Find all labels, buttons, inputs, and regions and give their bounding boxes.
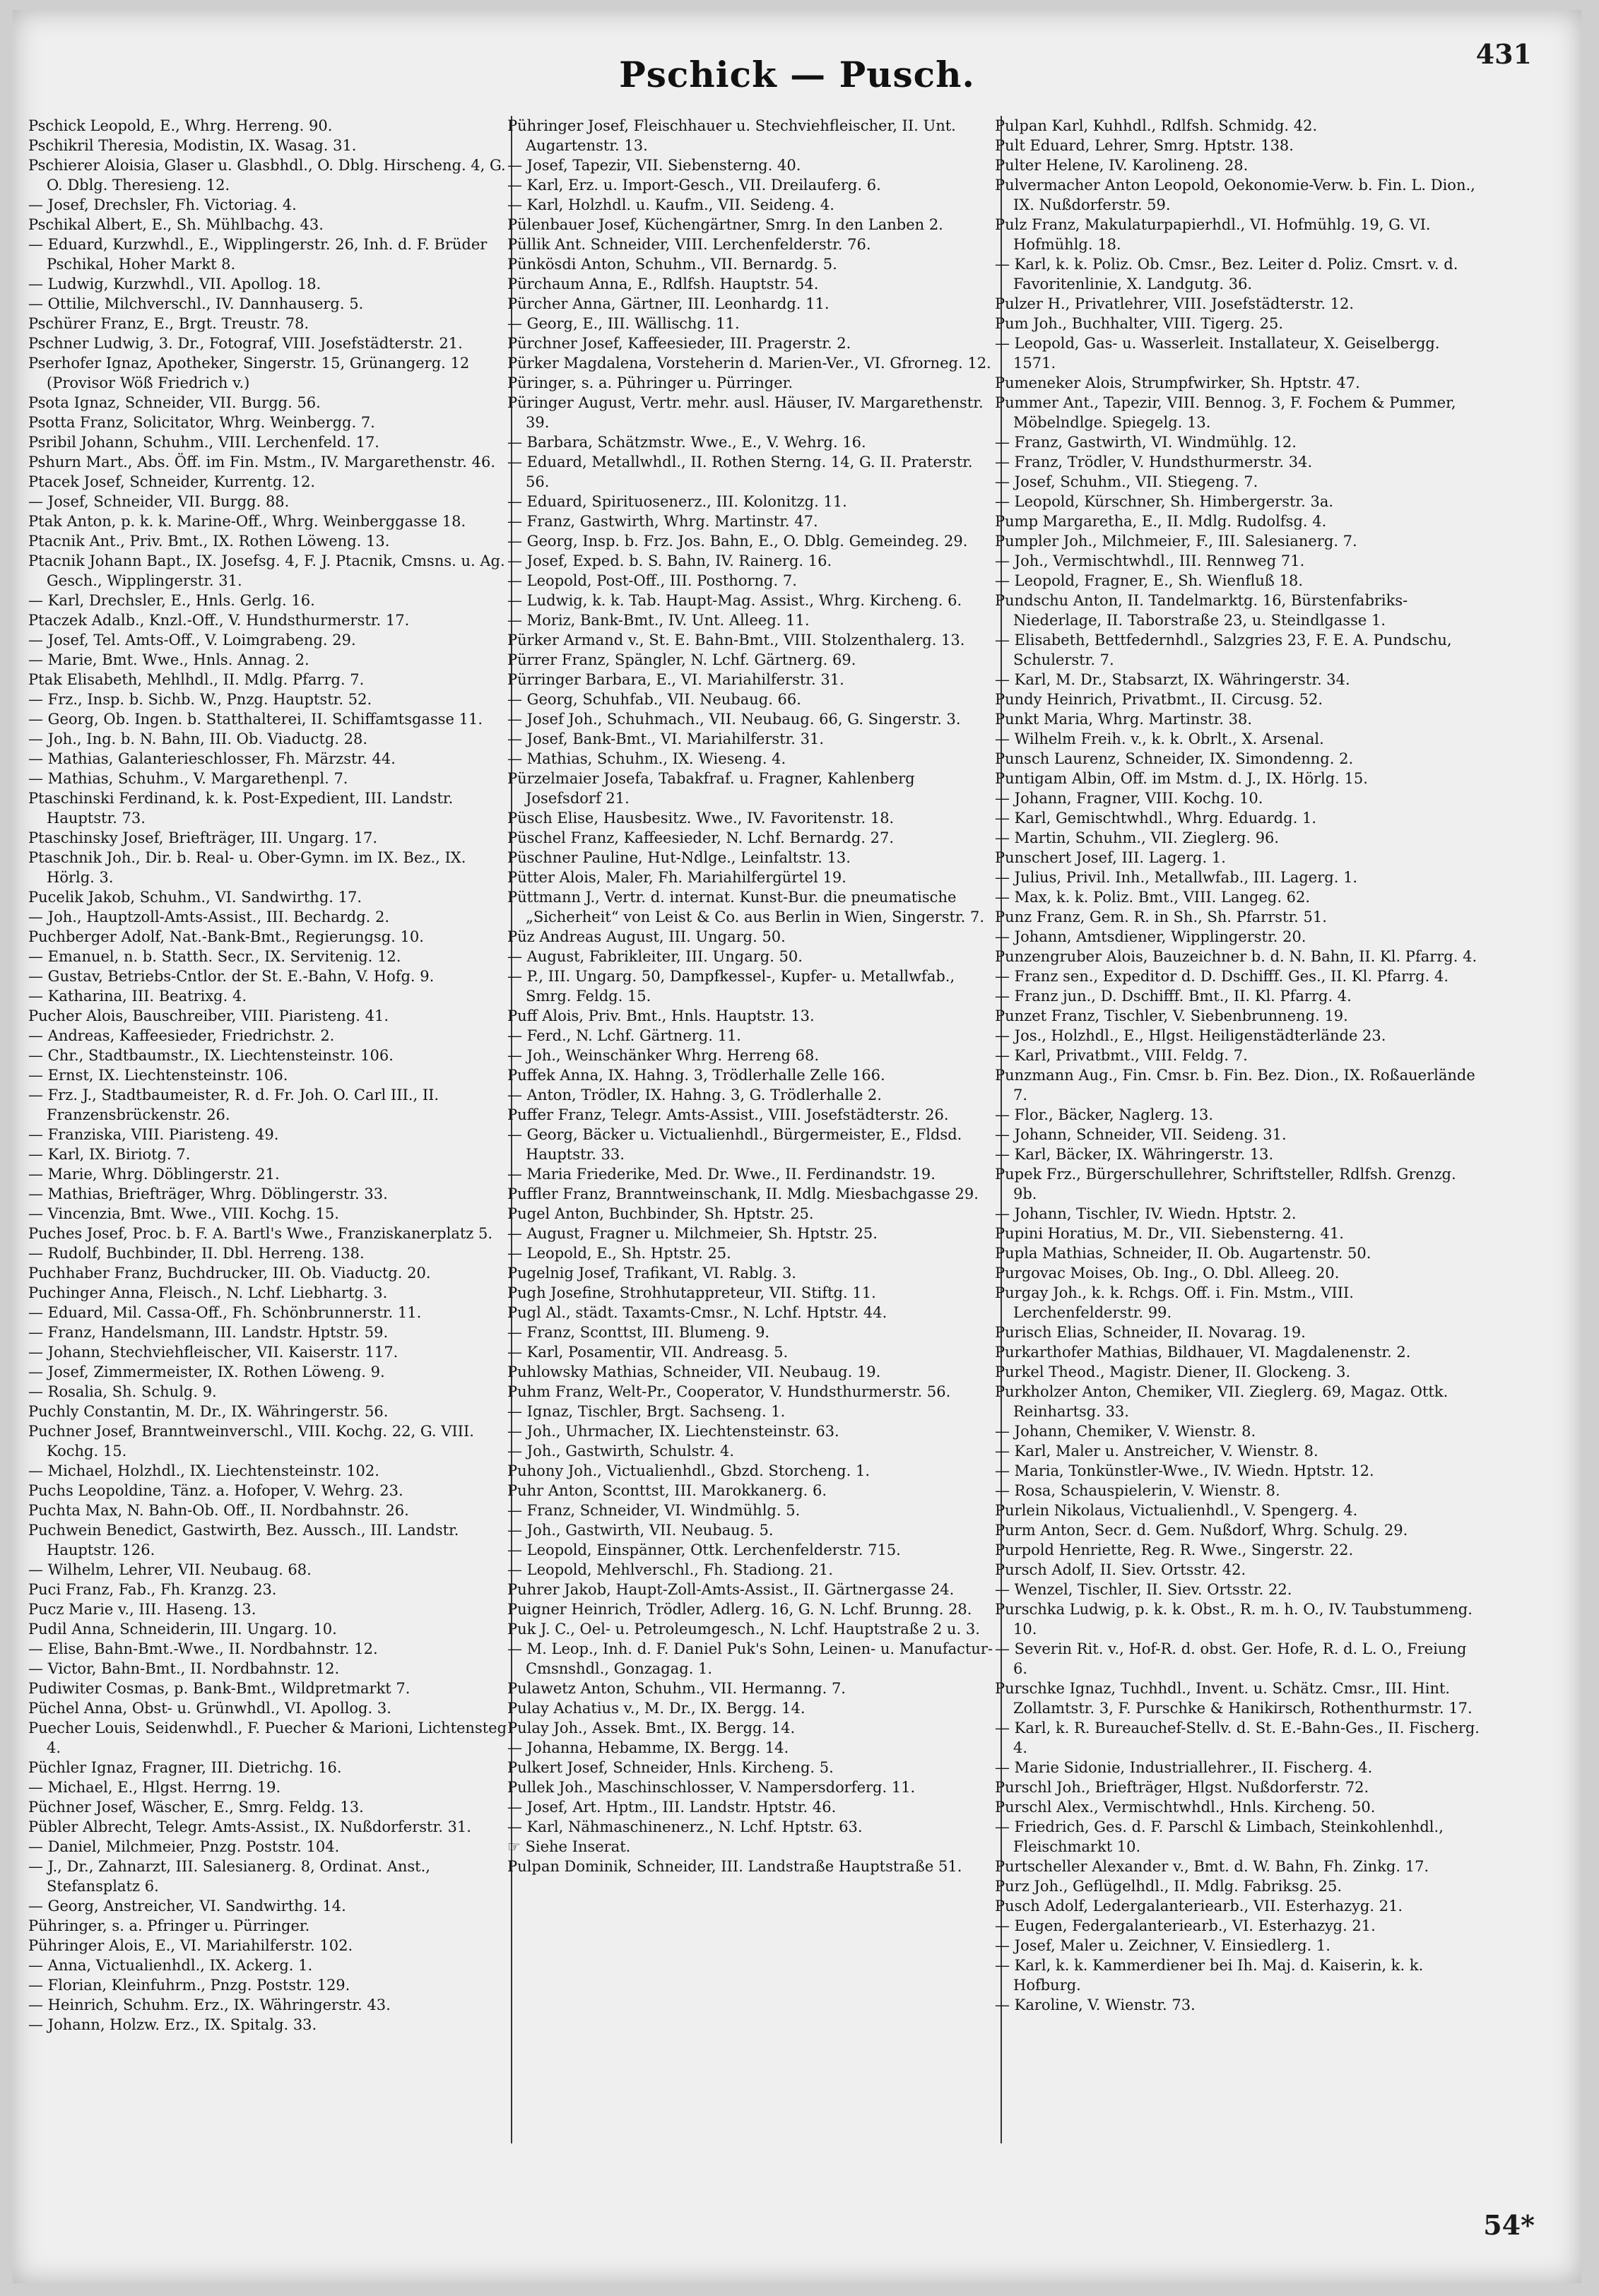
directory-entry: — Josef, Bank-Bmt., VI. Mariahilferstr. 31. <box>507 730 825 747</box>
directory-entry: — Wilhelm Freih. v., k. k. Obrlt., X. Arsenal. <box>995 730 1324 747</box>
directory-entry: Ptaschinsky Josef, Briefträger, III. Ungarg. 17. <box>28 829 378 846</box>
directory-entry: — Florian, Kleinfuhrm., Pnzg. Poststr. 129. <box>28 1977 350 1994</box>
directory-entry: Pschikal Albert, E., Sh. Mühlbachg. 43. <box>28 216 324 233</box>
directory-entry: Pulkert Josef, Schneider, Hnls. Kircheng. 5. <box>507 1759 834 1776</box>
directory-entry: Pucelik Jakob, Schuhm., VI. Sandwirthg. 17. <box>28 889 362 906</box>
directory-entry: Puchly Constantin, M. Dr., IX. Währingerstr. 56. <box>28 1403 389 1420</box>
directory-entry: Pürcher Anna, Gärtner, III. Leonhardg. 11. <box>507 295 830 312</box>
directory-entry: — Franz, Trödler, V. Hundsthurmerstr. 34. <box>995 454 1313 471</box>
directory-entry: — Georg, Insp. b. Frz. Jos. Bahn, E., O. Dblg. Gemeindeg. 29. <box>507 533 968 550</box>
directory-entry: Pürchaum Anna, E., Rdlfsh. Hauptstr. 54. <box>507 276 819 292</box>
directory-entry: Ptacnik Johann Bapt., IX. Josefsg. 4, F. J. Ptacnik, Cmsns. u. Ag. Gesch., Wipplingerstr. 31. <box>28 552 505 589</box>
directory-entry: Puffer Franz, Telegr. Amts-Assist., VIII. Josefstädterstr. 26. <box>507 1106 949 1123</box>
directory-entry: — Flor., Bäcker, Naglerg. 13. <box>995 1106 1214 1123</box>
directory-entry: — Karl, k. k. Poliz. Ob. Cmsr., Bez. Leiter d. Poliz. Cmsrt. v. d. Favoritenlinie, X. Landgutg. 36. <box>995 256 1458 292</box>
directory-entry: — Josef, Schuhm., VII. Stiegeng. 7. <box>995 473 1258 490</box>
directory-entry: — Johann, Stechviehfleischer, VII. Kaiserstr. 117. <box>28 1344 399 1361</box>
directory-entry: Pullek Joh., Maschinschlosser, V. Nampersdorferg. 11. <box>507 1779 916 1796</box>
directory-entry: Purschka Ludwig, p. k. k. Obst., R. m. h. O., IV. Taubstummeng. 10. <box>995 1601 1473 1638</box>
directory-entry: — Anna, Victualienhdl., IX. Ackerg. 1. <box>28 1957 313 1974</box>
directory-entry: — Chr., Stadtbaumstr., IX. Liechtensteinstr. 106. <box>28 1047 394 1064</box>
directory-entry: Punzet Franz, Tischler, V. Siebenbrunneng. 19. <box>995 1007 1348 1024</box>
directory-entry: Pursch Adolf, II. Siev. Ortsstr. 42. <box>995 1561 1246 1578</box>
directory-entry: Pumpler Joh., Milchmeier, F., III. Salesianerg. 7. <box>995 533 1357 550</box>
directory-entry: — Wenzel, Tischler, II. Siev. Ortsstr. 22. <box>995 1581 1292 1598</box>
directory-entry: Psota Ignaz, Schneider, VII. Burgg. 56. <box>28 394 321 411</box>
directory-entry: Pschner Ludwig, 3. Dr., Fotograf, VIII. Josefstädterstr. 21. <box>28 335 463 352</box>
directory-entry: — Georg, Bäcker u. Victualienhdl., Bürgermeister, E., Fldsd. Hauptstr. 33. <box>507 1126 962 1163</box>
directory-entry: — Karl, Bäcker, IX. Währingerstr. 13. <box>995 1146 1274 1163</box>
directory-entry: Pürringer Barbara, E., VI. Mariahilferstr. 31. <box>507 671 844 688</box>
directory-entry: Puci Franz, Fab., Fh. Kranzg. 23. <box>28 1581 277 1598</box>
directory-entry: — Gustav, Betriebs-Cntlor. der St. E.-Bahn, V. Hofg. 9. <box>28 968 435 985</box>
directory-entry: Pulz Franz, Makulaturpapierhdl., VI. Hofmühlg. 19, G. VI. Hofmühlg. 18. <box>995 216 1431 253</box>
directory-entry: Pum Joh., Buchhalter, VIII. Tigerg. 25. <box>995 315 1284 332</box>
directory-entry: — Georg, Schuhfab., VII. Neubaug. 66. <box>507 691 801 708</box>
directory-entry: — Mathias, Schuhm., IX. Wieseng. 4. <box>507 750 786 767</box>
directory-entry: — Eduard, Spirituosenerz., III. Kolonitzg. 11. <box>507 493 847 510</box>
directory-entry: — Karl, Nähmaschinenerz., N. Lchf. Hptstr. 63. <box>507 1818 863 1835</box>
directory-entry: — Eduard, Kurzwhdl., E., Wipplingerstr. 26, Inh. d. F. Brüder Pschikal, Hoher Markt 8. <box>28 236 488 273</box>
directory-entry: Püringer, s. a. Pühringer u. Pürringer. <box>507 374 793 391</box>
directory-entry: — Johann, Amtsdiener, Wipplingerstr. 20. <box>995 928 1306 945</box>
directory-entry: — Josef, Tel. Amts-Off., V. Loimgrabeng. 29. <box>28 632 356 649</box>
column-2 <box>507 116 995 2165</box>
directory-entry: — Karl, Posamentir, VII. Andreasg. 5. <box>507 1344 789 1361</box>
directory-entry: Puntigam Albin, Off. im Mstm. d. J., IX. Hörlg. 15. <box>995 770 1368 787</box>
directory-entry: Pünkösdi Anton, Schuhm., VII. Bernardg. 5. <box>507 256 837 273</box>
directory-entry: Pundy Heinrich, Privatbmt., II. Circusg. 52. <box>995 691 1323 708</box>
directory-entry: — Eduard, Mil. Cassa-Off., Fh. Schönbrunnerstr. 11. <box>28 1304 422 1321</box>
directory-entry: — Leopold, Mehlverschl., Fh. Stadiong. 21. <box>507 1561 833 1578</box>
directory-entry: — Franz, Handelsmann, III. Landstr. Hptstr. 59. <box>28 1324 389 1341</box>
directory-entry: Purlein Nikolaus, Victualienhdl., V. Spengerg. 4. <box>995 1502 1358 1519</box>
directory-entry: — Joh., Ing. b. N. Bahn, III. Ob. Viaductg. 28. <box>28 730 368 747</box>
directory-entry: Puhony Joh., Victualienhdl., Gbzd. Storcheng. 1. <box>507 1462 871 1479</box>
directory-entry: Pulay Joh., Assek. Bmt., IX. Bergg. 14. <box>507 1720 796 1736</box>
directory-entry: Pulter Helene, IV. Karolineng. 28. <box>995 157 1249 174</box>
directory-entry: — Leopold, Gas- u. Wasserleit. Installateur, X. Geiselbergg. 1571. <box>995 335 1440 372</box>
directory-entry: Punz Franz, Gem. R. in Sh., Sh. Pfarrstr. 51. <box>995 909 1327 925</box>
directory-entry: Puffler Franz, Branntweinschank, II. Mdlg. Miesbachgasse 29. <box>507 1185 979 1202</box>
directory-entry: Püschner Pauline, Hut-Ndlge., Leinfaltstr. 13. <box>507 849 851 866</box>
directory-entry: Püringer August, Vertr. mehr. ausl. Häuser, IV. Margarethenstr. 39. <box>507 394 984 431</box>
directory-entry: Pülenbauer Josef, Küchengärtner, Smrg. In den Lanben 2. <box>507 216 943 233</box>
directory-entry: — Leopold, Einspänner, Ottk. Lerchenfelderstr. 715. <box>507 1541 901 1558</box>
directory-entry: — Emanuel, n. b. Statth. Secr., IX. Servitenig. 12. <box>28 948 401 965</box>
directory-entry: Pupla Mathias, Schneider, II. Ob. Augartenstr. 50. <box>995 1245 1371 1262</box>
directory-entry: — Johann, Chemiker, V. Wienstr. 8. <box>995 1423 1256 1440</box>
directory-entry: — Ferd., N. Lchf. Gärtnerg. 11. <box>507 1027 741 1044</box>
signature-mark: 54* <box>1483 2209 1535 2241</box>
directory-entry: — Jos., Holzhdl., E., Hlgst. Heiligenstädterlände 23. <box>995 1027 1386 1044</box>
directory-entry: — Johann, Fragner, VIII. Kochg. 10. <box>995 790 1263 807</box>
directory-entry: Pucz Marie v., III. Haseng. 13. <box>28 1601 256 1618</box>
directory-entry: — Andreas, Kaffeesieder, Friedrichstr. 2. <box>28 1027 335 1044</box>
directory-entry: Ptaschnik Joh., Dir. b. Real- u. Ober-Gymn. im IX. Bez., IX. Hörlg. 3. <box>28 849 466 886</box>
directory-entry: Pulzer H., Privatlehrer, VIII. Josefstädterstr. 12. <box>995 295 1355 312</box>
directory-entry: Pühringer, s. a. Pfringer u. Pürringer. <box>28 1917 310 1934</box>
directory-entry: Ptak Anton, p. k. k. Marine-Off., Whrg. Weinberggasse 18. <box>28 513 466 530</box>
directory-entry: — Franz, Gastwirth, Whrg. Martinstr. 47. <box>507 513 818 530</box>
directory-entry: Psribil Johann, Schuhm., VIII. Lerchenfeld. 17. <box>28 434 379 451</box>
directory-entry: — Mathias, Briefträger, Whrg. Döblingerstr. 33. <box>28 1185 388 1202</box>
directory-entry: Puches Josef, Proc. b. F. A. Bartl's Wwe., Franziskanerplatz 5. <box>28 1225 493 1242</box>
directory-entry: — Daniel, Milchmeier, Pnzg. Poststr. 104. <box>28 1838 340 1855</box>
directory-entry: — Maria Friederike, Med. Dr. Wwe., II. Ferdinandstr. 19. <box>507 1166 936 1183</box>
directory-entry: Pugel Anton, Buchbinder, Sh. Hptstr. 25. <box>507 1205 814 1222</box>
directory-entry: — Michael, Holzhdl., IX. Liechtensteinstr. 102. <box>28 1462 379 1479</box>
page-header: Pschick — Pusch. <box>619 54 975 95</box>
directory-entry: Purpold Henriette, Reg. R. Wwe., Singerstr. 22. <box>995 1541 1354 1558</box>
directory-entry: Pühringer Josef, Fleischhauer u. Stechviehfleischer, II. Unt. Augartenstr. 13. <box>507 117 956 154</box>
directory-entry: Purkarthofer Mathias, Bildhauer, VI. Magdalenenstr. 2. <box>995 1344 1411 1361</box>
directory-entry: Püttmann J., Vertr. d. internat. Kunst-Bur. die pneumatische „Sicherheit“ von Leist & Co. aus Berlin in Wien, Singerstr. 7. <box>507 889 985 925</box>
directory-entry: — Georg, Ob. Ingen. b. Statthalterei, II. Schiffamtsgasse 11. <box>28 711 483 728</box>
directory-entry: — Martin, Schuhm., VII. Zieglerg. 96. <box>995 829 1280 846</box>
directory-entry: — Mathias, Schuhm., V. Margarethenpl. 7. <box>28 770 348 787</box>
directory-entry: — Barbara, Schätzmstr. Wwe., E., V. Wehrg. 16. <box>507 434 866 451</box>
directory-entry: Purisch Elias, Schneider, II. Novarag. 19. <box>995 1324 1306 1341</box>
directory-entry: Püchler Ignaz, Fragner, III. Dietrichg. 16. <box>28 1759 342 1776</box>
directory-entry: — Joh., Vermischtwhdl., III. Rennweg 71. <box>995 552 1305 569</box>
directory-entry: — Vincenzia, Bmt. Wwe., VIII. Kochg. 15. <box>28 1205 339 1222</box>
directory-entry: — Josef, Tapezir, VII. Siebensterng. 40. <box>507 157 801 174</box>
directory-entry: — Josef, Exped. b. S. Bahn, IV. Rainerg. 16. <box>507 552 832 569</box>
directory-entry: Pürker Magdalena, Vorsteherin d. Marien-Ver., VI. Gfrorneg. 12. <box>507 355 991 372</box>
directory-entry: Purschl Joh., Briefträger, Hlgst. Nußdorferstr. 72. <box>995 1779 1369 1796</box>
directory-entry: — Rosalia, Sh. Schulg. 9. <box>28 1383 217 1400</box>
directory-entry: — Franz, Sconttst, III. Blumeng. 9. <box>507 1324 770 1341</box>
directory-entry: — Michael, E., Hlgst. Herrng. 19. <box>28 1779 281 1796</box>
directory-entry: — Joh., Weinschänker Whrg. Herreng 68. <box>507 1047 820 1064</box>
directory-entry: — Rudolf, Buchbinder, II. Dbl. Herreng. 138. <box>28 1245 365 1262</box>
directory-entry: Punkt Maria, Whrg. Martinstr. 38. <box>995 711 1253 728</box>
directory-entry: Purm Anton, Secr. d. Gem. Nußdorf, Whrg. Schulg. 29. <box>995 1522 1408 1539</box>
directory-entry: Puchberger Adolf, Nat.-Bank-Bmt., Regierungsg. 10. <box>28 928 424 945</box>
directory-entry: ☞ Siehe Inserat. <box>507 1838 631 1855</box>
directory-entry: Ptak Elisabeth, Mehlhdl., II. Mdlg. Pfarrg. 7. <box>28 671 365 688</box>
directory-entry: — Johann, Tischler, IV. Wiedn. Hptstr. 2. <box>995 1205 1297 1222</box>
directory-entry: Pütter Alois, Maler, Fh. Mariahilfergürtel 19. <box>507 869 846 886</box>
directory-entry: — Ottilie, Milchverschl., IV. Dannhauserg. 5. <box>28 295 364 312</box>
directory-entry: Purschke Ignaz, Tuchhdl., Invent. u. Schätz. Cmsr., III. Hint. Zollamtstr. 3, F. Purschke & Hanikirsch, Rothenthurmstr. 17. <box>995 1680 1473 1717</box>
directory-entry: — Elisabeth, Bettfedernhdl., Salzgries 23, F. E. A. Pundschu, Schulerstr. 7. <box>995 632 1452 668</box>
directory-entry: Püz Andreas August, III. Ungarg. 50. <box>507 928 786 945</box>
directory-entry: Püchel Anna, Obst- u. Grünwhdl., VI. Apollog. 3. <box>28 1700 391 1717</box>
directory-entry: Puff Alois, Priv. Bmt., Hnls. Hauptstr. 13. <box>507 1007 815 1024</box>
page-number: 431 <box>1475 38 1532 70</box>
directory-entry: Puk J. C., Oel- u. Petroleumgesch., N. Lchf. Hauptstraße 2 u. 3. <box>507 1621 980 1638</box>
directory-entry: Purschl Alex., Vermischtwhdl., Hnls. Kircheng. 50. <box>995 1799 1376 1816</box>
directory-entry: Puchwein Benedict, Gastwirth, Bez. Aussch., III. Landstr. Hauptstr. 126. <box>28 1522 459 1558</box>
directory-entry: Puecher Louis, Seidenwhdl., F. Puecher & Marioni, Lichtensteg 4. <box>28 1720 507 1756</box>
directory-entry: — Eugen, Federgalanteriearb., VI. Esterhazyg. 21. <box>995 1917 1376 1934</box>
directory-entry: — Franz, Gastwirth, VI. Windmühlg. 12. <box>995 434 1297 451</box>
directory-entry: — Friedrich, Ges. d. F. Parschl & Limbach, Steinkohlenhdl., Fleischmarkt 10. <box>995 1818 1444 1855</box>
directory-entry: Pürzelmaier Josefa, Tabakfraf. u. Fragner, Kahlenberg Josefsdorf 21. <box>507 770 915 807</box>
column-3 <box>995 116 1482 2165</box>
directory-entry: — Karl, Holzhdl. u. Kaufm., VII. Seideng. 4. <box>507 196 834 213</box>
directory-entry: Pulpan Dominik, Schneider, III. Landstraße Hauptstraße 51. <box>507 1858 962 1875</box>
directory-entry: — Leopold, Kürschner, Sh. Himbergerstr. 3a. <box>995 493 1334 510</box>
directory-entry: Pulay Achatius v., M. Dr., IX. Bergg. 14. <box>507 1700 806 1717</box>
directory-entry: Pschürer Franz, E., Brgt. Treustr. 78. <box>28 315 309 332</box>
directory-entry: Ptacnik Ant., Priv. Bmt., IX. Rothen Löweng. 13. <box>28 533 390 550</box>
directory-entry: — Karl, k. R. Bureauchef-Stellv. d. St. E.-Bahn-Ges., II. Fischerg. 4. <box>995 1720 1480 1756</box>
directory-entry: — Joh., Uhrmacher, IX. Liechtensteinstr. 63. <box>507 1423 839 1440</box>
directory-entry: Puchner Josef, Branntweinverschl., VIII. Kochg. 22, G. VIII. Kochg. 15. <box>28 1423 474 1460</box>
directory-entry: Purgovac Moises, Ob. Ing., O. Dbl. Alleeg. 20. <box>995 1265 1340 1282</box>
directory-entry: — Leopold, Fragner, E., Sh. Wienfluß 18. <box>995 572 1304 589</box>
directory-entry: — Johann, Schneider, VII. Seideng. 31. <box>995 1126 1287 1143</box>
directory-entry: — Georg, E., III. Wällischg. 11. <box>507 315 740 332</box>
directory-entry: Pupek Frz., Bürgerschullehrer, Schriftsteller, Rdlfsh. Grenzg. 9b. <box>995 1166 1456 1202</box>
directory-entry: — Leopold, E., Sh. Hptstr. 25. <box>507 1245 731 1262</box>
directory-entry: — August, Fabrikleiter, III. Ungarg. 50. <box>507 948 803 965</box>
directory-entry: Punsch Laurenz, Schneider, IX. Simondenng. 2. <box>995 750 1354 767</box>
directory-entry: Pupini Horatius, M. Dr., VII. Siebensterng. 41. <box>995 1225 1344 1242</box>
directory-entry: Pshurn Mart., Abs. Öff. im Fin. Mstm., IV. Margarethenstr. 46. <box>28 454 495 471</box>
directory-entry: — Franziska, VIII. Piaristeng. 49. <box>28 1126 279 1143</box>
directory-entry: Puchta Max, N. Bahn-Ob. Off., II. Nordbahnstr. 26. <box>28 1502 409 1519</box>
directory-entry: Pulpan Karl, Kuhhdl., Rdlfsh. Schmidg. 42. <box>995 117 1318 134</box>
directory-entry: — Anton, Trödler, IX. Hahng. 3, G. Trödlerhalle 2. <box>507 1087 882 1103</box>
directory-entry: Pserhofer Ignaz, Apotheker, Singerstr. 15, Grünangerg. 12 (Provisor Wöß Friedrich v.) <box>28 355 470 391</box>
directory-entry: — Karl, Maler u. Anstreicher, V. Wienstr. 8. <box>995 1443 1318 1460</box>
directory-entry: Pult Eduard, Lehrer, Smrg. Hptstr. 138. <box>995 137 1294 154</box>
directory-entry: Pschick Leopold, E., Whrg. Herreng. 90. <box>28 117 333 134</box>
directory-entry: — Josef, Art. Hptm., III. Landstr. Hptstr. 46. <box>507 1799 837 1816</box>
directory-entry: — J., Dr., Zahnarzt, III. Salesianerg. 8, Ordinat. Anst., Stefansplatz 6. <box>28 1858 430 1895</box>
directory-entry: Püsch Elise, Hausbesitz. Wwe., IV. Favoritenstr. 18. <box>507 810 895 827</box>
directory-entry: Pühringer Alois, E., VI. Mariahilferstr. 102. <box>28 1937 353 1954</box>
directory-entry: — Georg, Anstreicher, VI. Sandwirthg. 14. <box>28 1898 346 1915</box>
directory-entry: — Karl, Drechsler, E., Hnls. Gerlg. 16. <box>28 592 315 609</box>
directory-entry: Psotta Franz, Solicitator, Whrg. Weinbergg. 7. <box>28 414 375 431</box>
directory-entry: Pürrer Franz, Spängler, N. Lchf. Gärtnerg. 69. <box>507 651 856 668</box>
directory-entry: — Karl, Gemischtwhdl., Whrg. Eduardg. 1. <box>995 810 1317 827</box>
directory-entry: — Karl, Erz. u. Import-Gesch., VII. Dreilauferg. 6. <box>507 177 881 194</box>
directory-entry: — Marie Sidonie, Industriallehrer., II. Fischerg. 4. <box>995 1759 1373 1776</box>
directory-entry: Pulvermacher Anton Leopold, Oekonomie-Verw. b. Fin. L. Dion., IX. Nußdorferstr. 59. <box>995 177 1475 213</box>
directory-entry: — Heinrich, Schuhm. Erz., IX. Währingerstr. 43. <box>28 1996 391 2013</box>
directory-entry: Pugh Josefine, Strohhutappreteur, VII. Stiftg. 11. <box>507 1284 876 1301</box>
directory-entry: Purkel Theod., Magistr. Diener, II. Glockeng. 3. <box>995 1363 1351 1380</box>
directory-entry: Ptacek Josef, Schneider, Kurrentg. 12. <box>28 473 316 490</box>
directory-entry: — Severin Rit. v., Hof-R. d. obst. Ger. Hofe, R. d. L. O., Freiung 6. <box>995 1640 1467 1677</box>
directory-entry: Punzmann Aug., Fin. Cmsr. b. Fin. Bez. Dion., IX. Roßauerlände 7. <box>995 1067 1475 1103</box>
directory-entry: — Ignaz, Tischler, Brgt. Sachseng. 1. <box>507 1403 786 1420</box>
directory-entry: — Katharina, III. Beatrixg. 4. <box>28 988 247 1005</box>
directory-entry: Pusch Adolf, Ledergalanteriearb., VII. Esterhazyg. 21. <box>995 1898 1403 1915</box>
directory-entry: — August, Fragner u. Milchmeier, Sh. Hptstr. 25. <box>507 1225 878 1242</box>
directory-entry: — Max, k. k. Poliz. Bmt., VIII. Langeg. 62. <box>995 889 1311 906</box>
directory-entry: Pschikril Theresia, Modistin, IX. Wasag. 31. <box>28 137 357 154</box>
directory-entry: Purtscheller Alexander v., Bmt. d. W. Bahn, Fh. Zinkg. 17. <box>995 1858 1429 1875</box>
directory-entry: — Karl, k. k. Kammerdiener bei Ih. Maj. d. Kaiserin, k. k. Hofburg. <box>995 1957 1424 1994</box>
directory-entry: Puffek Anna, IX. Hahng. 3, Trödlerhalle Zelle 166. <box>507 1067 885 1084</box>
directory-entry: Puhlowsky Mathias, Schneider, VII. Neubaug. 19. <box>507 1363 881 1380</box>
directory-entry: — Josef, Drechsler, Fh. Victoriag. 4. <box>28 196 297 213</box>
directory-entry: Puigner Heinrich, Trödler, Adlerg. 16, G. N. Lchf. Brunng. 28. <box>507 1601 972 1618</box>
directory-entry: Pudiwiter Cosmas, p. Bank-Bmt., Wildpretmarkt 7. <box>28 1680 411 1697</box>
directory-entry: — Marie, Whrg. Döblingerstr. 21. <box>28 1166 280 1183</box>
directory-entry: Püschel Franz, Kaffeesieder, N. Lchf. Bernardg. 27. <box>507 829 895 846</box>
directory-entry: — Ludwig, k. k. Tab. Haupt-Mag. Assist., Whrg. Kircheng. 6. <box>507 592 962 609</box>
directory-entry: — Mathias, Galanterieschlosser, Fh. Märzstr. 44. <box>28 750 396 767</box>
directory-entry: Pulawetz Anton, Schuhm., VII. Hermanng. 7. <box>507 1680 846 1697</box>
directory-entry: — Maria, Tonkünstler-Wwe., IV. Wiedn. Hptstr. 12. <box>995 1462 1374 1479</box>
directory-entry: — Karl, Privatbmt., VIII. Feldg. 7. <box>995 1047 1248 1064</box>
directory-entry: Pugl Al., städt. Taxamts-Cmsr., N. Lchf. Hptstr. 44. <box>507 1304 887 1321</box>
directory-entry: — Wilhelm, Lehrer, VII. Neubaug. 68. <box>28 1561 312 1578</box>
directory-entry: — M. Leop., Inh. d. F. Daniel Puk's Sohn, Leinen- u. Manufactur-Cmsnshdl., Gonzagag. 1. <box>507 1640 993 1677</box>
directory-entry: Pump Margaretha, E., II. Mdlg. Rudolfsg. 4. <box>995 513 1327 530</box>
directory-entry: — Marie, Bmt. Wwe., Hnls. Annag. 2. <box>28 651 309 668</box>
directory-entry: Pübler Albrecht, Telegr. Amts-Assist., IX. Nußdorferstr. 31. <box>28 1818 471 1835</box>
directory-entry: Pummer Ant., Tapezir, VIII. Bennog. 3, F. Fochem & Pummer, Möbelndlge. Spiegelg. 13. <box>995 394 1456 431</box>
directory-entry: Püchner Josef, Wäscher, E., Smrg. Feldg. 13. <box>28 1799 364 1816</box>
directory-page <box>13 10 1581 2283</box>
directory-entry: — Karl, IX. Biriotg. 7. <box>28 1146 191 1163</box>
directory-entry: Punzengruber Alois, Bauzeichner b. d. N. Bahn, II. Kl. Pfarrg. 4. <box>995 948 1477 965</box>
directory-entry: Pürker Armand v., St. E. Bahn-Bmt., VIII. Stolzenthalerg. 13. <box>507 632 965 649</box>
directory-entry: — Johann, Holzw. Erz., IX. Spitalg. 33. <box>28 2016 317 2033</box>
directory-entry: — Rosa, Schauspielerin, V. Wienstr. 8. <box>995 1482 1280 1499</box>
directory-entry: Purgay Joh., k. k. Rchgs. Off. i. Fin. Mstm., VIII. Lerchenfelderstr. 99. <box>995 1284 1354 1321</box>
directory-entry: — Joh., Hauptzoll-Amts-Assist., III. Bechardg. 2. <box>28 909 390 925</box>
directory-entry: Ptaschinski Ferdinand, k. k. Post-Expedient, III. Landstr. Hauptstr. 73. <box>28 790 454 827</box>
column-1 <box>28 116 516 2165</box>
directory-entry: Puchs Leopoldine, Tänz. a. Hofoper, V. Wehrg. 23. <box>28 1482 403 1499</box>
directory-entry: — Josef, Schneider, VII. Burgg. 88. <box>28 493 290 510</box>
directory-entry: Puchhaber Franz, Buchdrucker, III. Ob. Viaductg. 20. <box>28 1265 431 1282</box>
directory-entry: Pürchner Josef, Kaffeesieder, III. Pragerstr. 2. <box>507 335 851 352</box>
directory-entry: — Elise, Bahn-Bmt.-Wwe., II. Nordbahnstr. 12. <box>28 1640 378 1657</box>
directory-entry: — Josef Joh., Schuhmach., VII. Neubaug. 66, G. Singerstr. 3. <box>507 711 961 728</box>
directory-entry: Purkholzer Anton, Chemiker, VII. Zieglerg. 69, Magaz. Ottk. Reinhartsg. 33. <box>995 1383 1448 1420</box>
directory-entry: — Karl, M. Dr., Stabsarzt, IX. Währingerstr. 34. <box>995 671 1350 688</box>
directory-entry: — Johanna, Hebamme, IX. Bergg. 14. <box>507 1739 789 1756</box>
directory-entry: — Leopold, Post-Off., III. Posthorng. 7. <box>507 572 797 589</box>
directory-entry: Püllik Ant. Schneider, VIII. Lerchenfelderstr. 76. <box>507 236 871 253</box>
directory-entry: — Moriz, Bank-Bmt., IV. Unt. Alleeg. 11. <box>507 612 810 629</box>
directory-entry: — Franz sen., Expeditor d. D. Dschifff. Ges., II. Kl. Pfarrg. 4. <box>995 968 1448 985</box>
directory-entry: Pugelnig Josef, Trafikant, VI. Rablg. 3. <box>507 1265 796 1282</box>
directory-entry: — Joh., Gastwirth, Schulstr. 4. <box>507 1443 735 1460</box>
directory-entry: Pucher Alois, Bauschreiber, VIII. Piaristeng. 41. <box>28 1007 389 1024</box>
directory-entry: — Julius, Privil. Inh., Metallwfab., III. Lagerg. 1. <box>995 869 1358 886</box>
directory-entry: — Ludwig, Kurzwhdl., VII. Apollog. 18. <box>28 276 321 292</box>
directory-entry: Ptaczek Adalb., Knzl.-Off., V. Hundsthurmerstr. 17. <box>28 612 410 629</box>
directory-entry: Puhm Franz, Welt-Pr., Cooperator, V. Hundsthurmerstr. 56. <box>507 1383 951 1400</box>
directory-entry: Puchinger Anna, Fleisch., N. Lchf. Liebhartg. 3. <box>28 1284 388 1301</box>
directory-entry: Puhrer Jakob, Haupt-Zoll-Amts-Assist., II. Gärtnergasse 24. <box>507 1581 955 1598</box>
directory-entry: Puhr Anton, Sconttst, III. Marokkanerg. 6. <box>507 1482 827 1499</box>
directory-entry: Pschierer Aloisia, Glaser u. Glasbhdl., O. Dblg. Hirscheng. 4, G. O. Dblg. Theresieng. 12. <box>28 157 506 194</box>
directory-entry: — Joh., Gastwirth, VII. Neubaug. 5. <box>507 1522 774 1539</box>
directory-entry: — Frz., Insp. b. Sichb. W., Pnzg. Hauptstr. 52. <box>28 691 372 708</box>
directory-entry: — Karoline, V. Wienstr. 73. <box>995 1996 1196 2013</box>
directory-entry: — Ernst, IX. Liechtensteinstr. 106. <box>28 1067 288 1084</box>
directory-entry: Purz Joh., Geflügelhdl., II. Mdlg. Fabriksg. 25. <box>995 1878 1343 1895</box>
directory-entry: — Josef, Zimmermeister, IX. Rothen Löweng. 9. <box>28 1363 385 1380</box>
directory-entry: — Franz, Schneider, VI. Windmühlg. 5. <box>507 1502 801 1519</box>
directory-entry: — Frz. J., Stadtbaumeister, R. d. Fr. Joh. O. Carl III., II. Franzensbrückenstr. 26. <box>28 1087 439 1123</box>
directory-entry: Punschert Josef, III. Lagerg. 1. <box>995 849 1226 866</box>
directory-entry: Pumeneker Alois, Strumpfwirker, Sh. Hptstr. 47. <box>995 374 1360 391</box>
directory-entry: — P., III. Ungarg. 50, Dampfkessel-, Kupfer- u. Metallwfab., Smrg. Feldg. 15. <box>507 968 955 1005</box>
directory-entry: Pundschu Anton, II. Tandelmarktg. 16, Bürstenfabriks-Niederlage, II. Taborstraße 23, u. Steindlgasse 1. <box>995 592 1408 629</box>
directory-entry: — Eduard, Metallwhdl., II. Rothen Sterng. 14, G. II. Praterstr. 56. <box>507 454 973 490</box>
directory-entry: Pudil Anna, Schneiderin, III. Ungarg. 10. <box>28 1621 337 1638</box>
directory-entry: — Josef, Maler u. Zeichner, V. Einsiedlerg. 1. <box>995 1937 1330 1954</box>
directory-entry: — Victor, Bahn-Bmt., II. Nordbahnstr. 12. <box>28 1660 340 1677</box>
directory-entry: — Franz jun., D. Dschifff. Bmt., II. Kl. Pfarrg. 4. <box>995 988 1352 1005</box>
